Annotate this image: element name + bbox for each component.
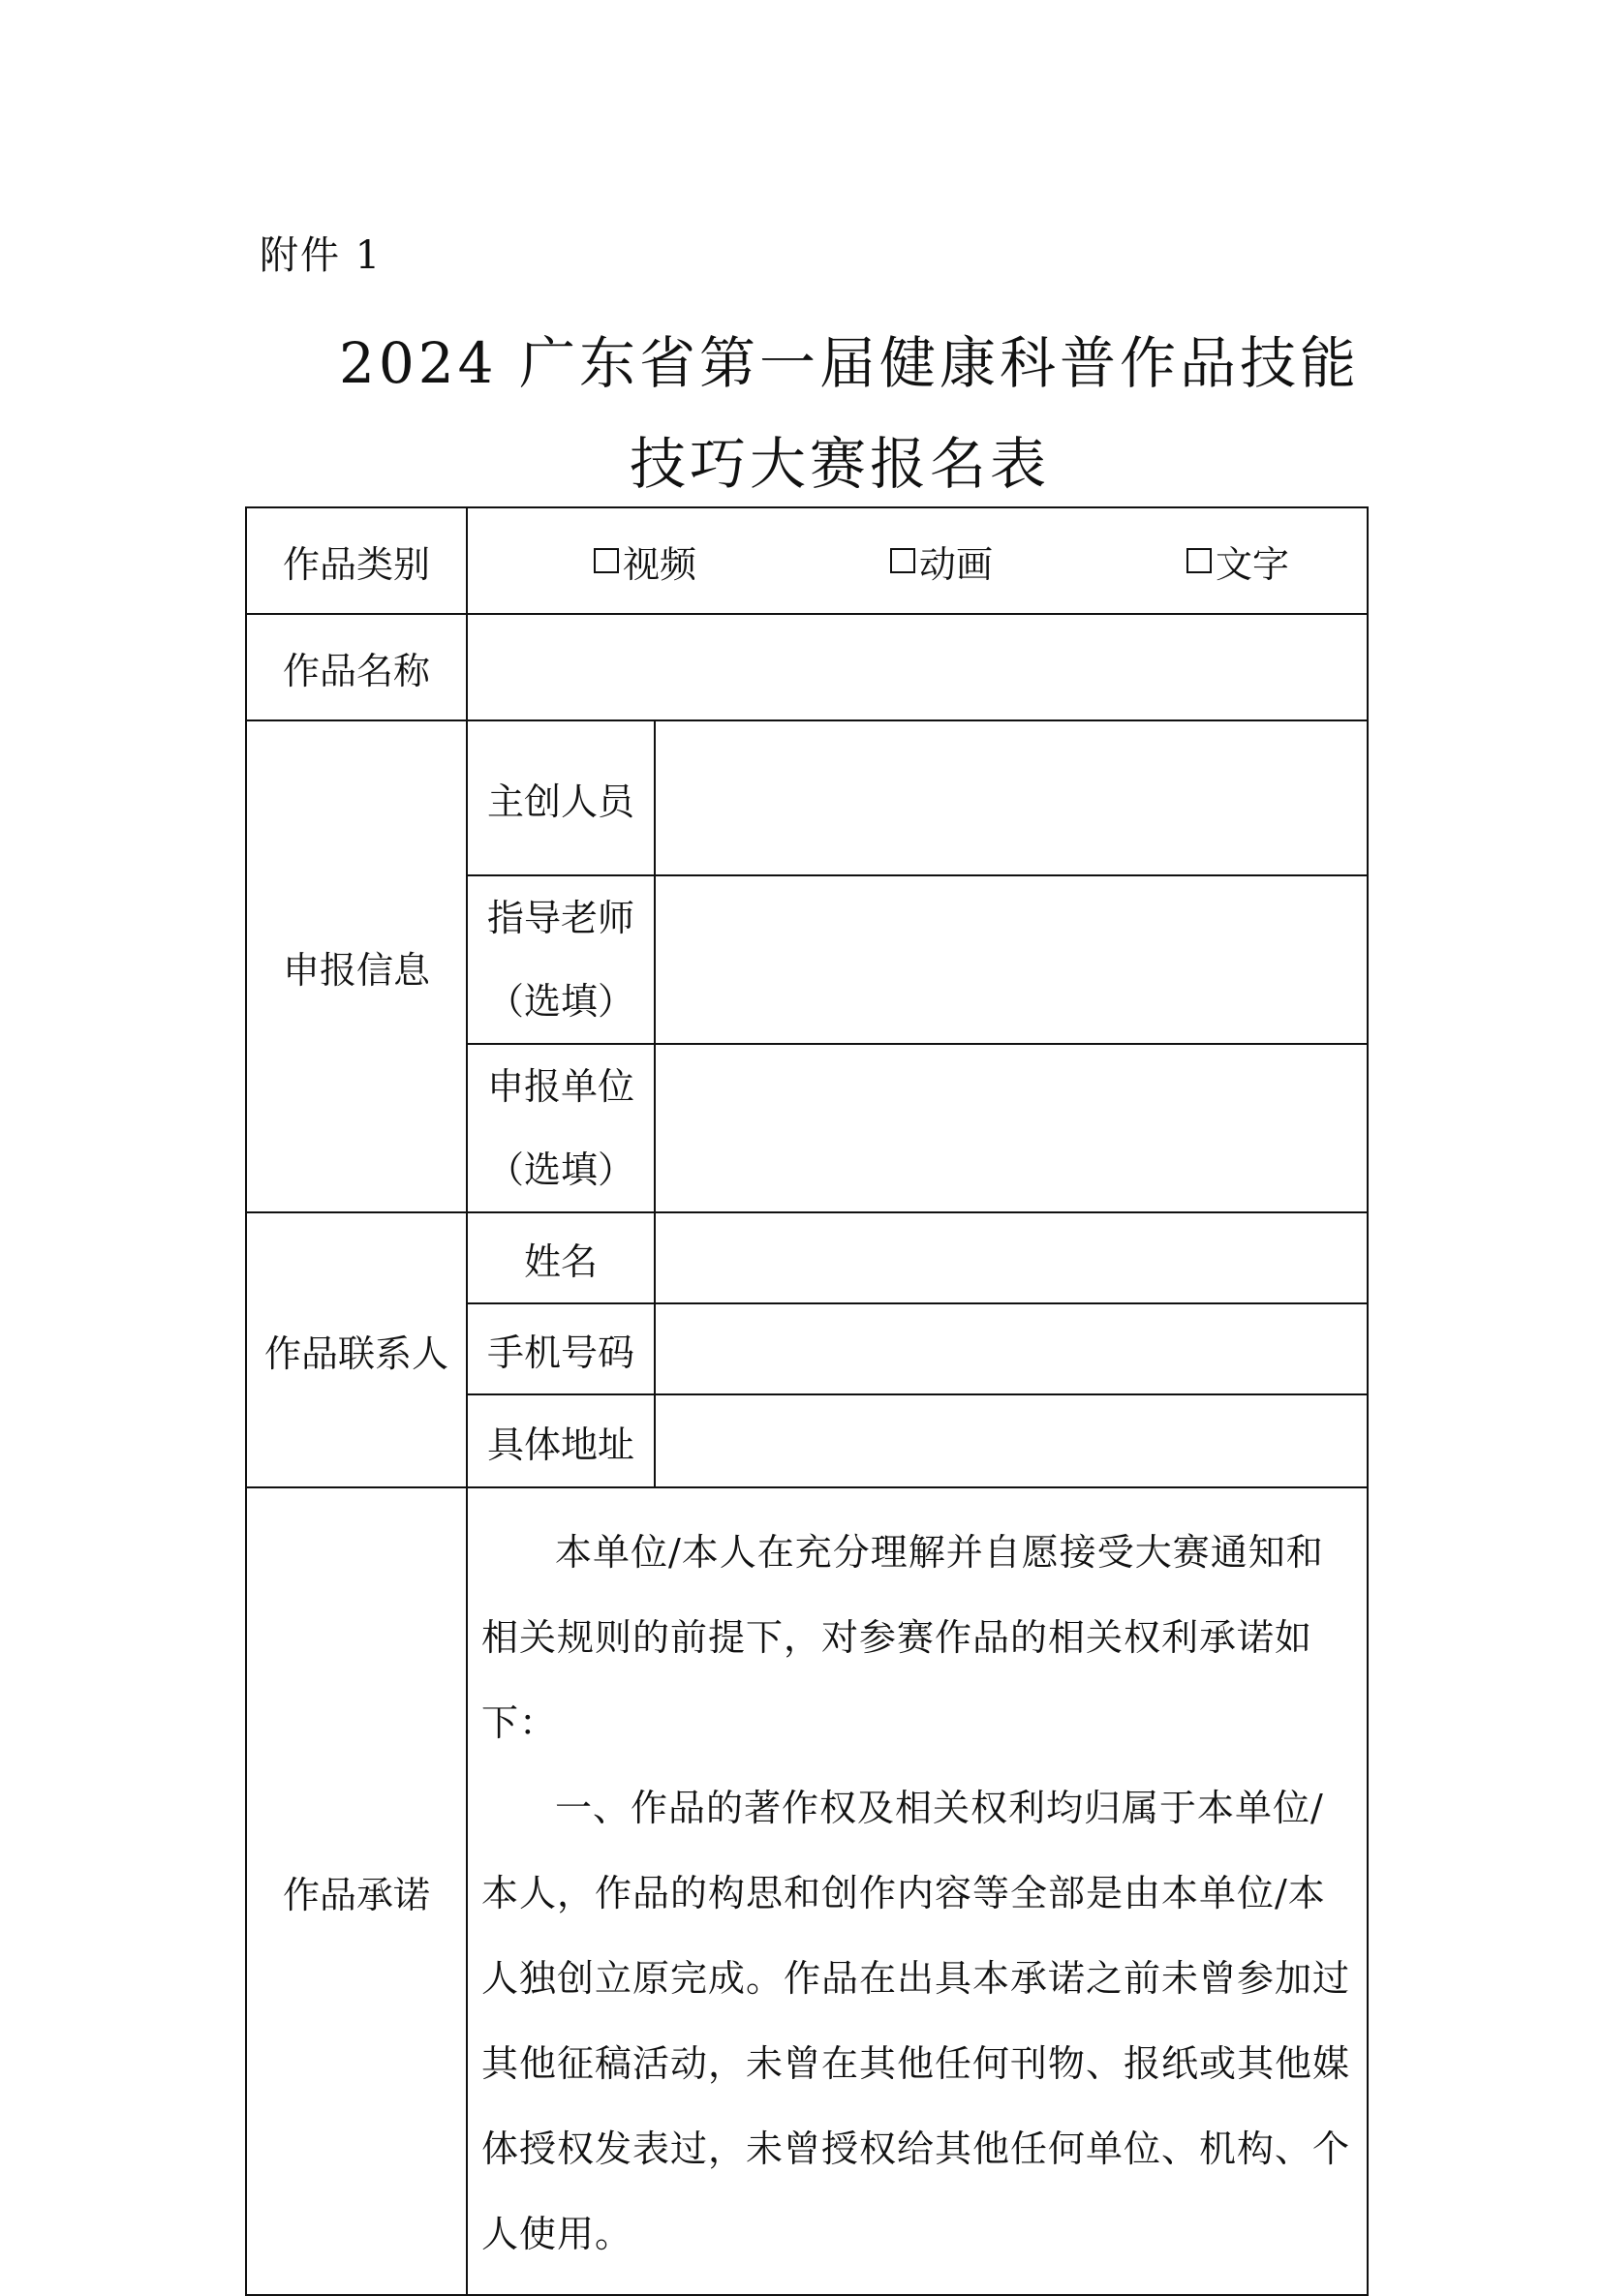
contact-name-label: 姓名 [467,1212,655,1303]
advisor-label-line1: 指导老师 [486,897,634,939]
contact-label: 作品联系人 [246,1212,467,1487]
work-name-field[interactable] [467,614,1368,720]
pledge-label: 作品承诺 [246,1487,467,2295]
contact-phone-label: 手机号码 [467,1303,655,1394]
option-video[interactable] [594,535,696,588]
option-text-label: 文字 [1215,542,1289,586]
apply-info-label: 申报信息 [246,720,467,1212]
pledge-text [467,1487,1368,2295]
checkbox-icon[interactable] [594,548,619,573]
pledge-paragraph-1: 本单位/本人在充分理解并自愿接受大赛通知和相关规则的前提下，对参赛作品的相关权利承诺如下： [481,1531,1324,1744]
form-title-line2: 技巧大赛报名表 [629,431,1050,497]
contact-address-field[interactable] [655,1394,1368,1487]
option-video-label: 视频 [623,542,697,586]
option-animation-label: 动画 [918,542,993,586]
checkbox-icon[interactable] [890,548,915,573]
attachment-label: 附件 1 [260,233,383,278]
unit-label-line2: （选填） [486,1148,634,1191]
checkbox-icon[interactable] [1186,548,1212,573]
option-text[interactable] [1186,535,1289,588]
contact-phone-field[interactable] [655,1303,1368,1394]
work-name-label: 作品名称 [246,614,467,720]
creator-label: 主创人员 [467,720,655,875]
advisor-label [467,875,655,1044]
unit-field[interactable] [655,1044,1368,1212]
unit-label-line1: 申报单位 [486,1065,634,1108]
advisor-field[interactable] [655,875,1368,1044]
contact-address-label: 具体地址 [467,1394,655,1487]
form-title-line1: 2024 广东省第一届健康科普作品技能 [338,330,1361,396]
advisor-label-line2: （选填） [486,980,634,1023]
contact-name-field[interactable] [655,1212,1368,1303]
pledge-paragraph-2: 一、作品的著作权及相关权利均归属于本单位/本人，作品的构思和创作内容等全部是由本单位/本人独创立原完成。作品在出具本承诺之前未曾参加过其他征稿活动，未曾在其他任何刊物、报纸或其他媒体授权发表过，未曾授权给其他任何单位、机构、个人使用。 [481,1787,1351,2255]
creator-field[interactable] [655,720,1368,875]
unit-label [467,1044,655,1212]
option-animation[interactable] [890,535,993,588]
registration-form-table [245,506,1369,2296]
category-options [467,507,1368,614]
category-label: 作品类别 [246,507,467,614]
